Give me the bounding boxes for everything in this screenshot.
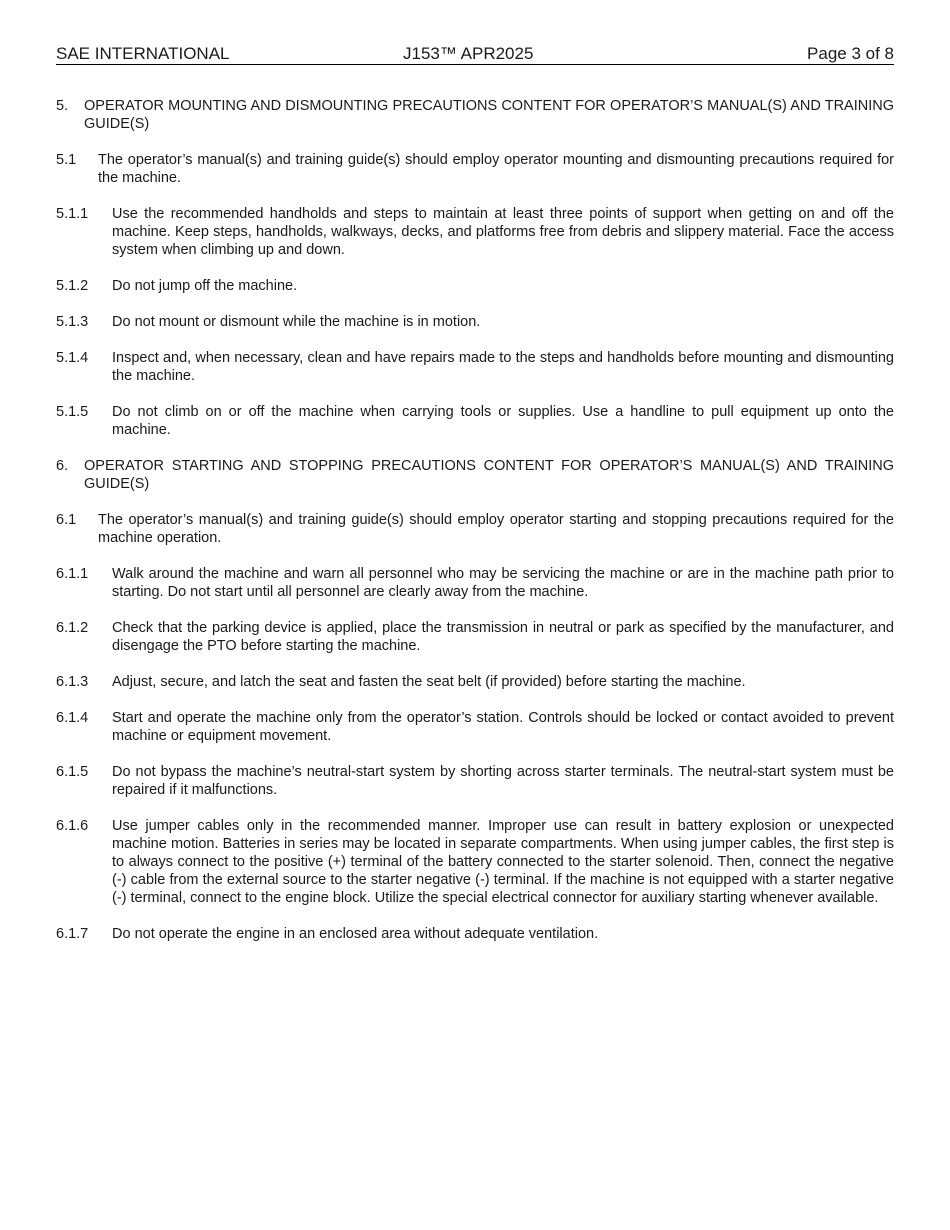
section-number: 6. [56, 458, 69, 474]
subclause-text: Inspect and, when necessary, clean and have repairs made to the steps and handholds before mounting and dismounting the machine. [112, 350, 894, 384]
subclause [56, 277, 894, 295]
subclause-text: Use jumper cables only in the recommended manner. Improper use can result in battery explosion or unexpected machine motion. Batteries in series may be located in separate compartments. When using jumper cables, the first step is to always connect to the positive (+) terminal of the battery connected to the starter solenoid. Then, connect the negative (-) cable from the external source to the starter negative (-) terminal. If the machine is not equipped with a starter negative (-) terminal, connect to the engine block. Utilize the special electrical connector for auxiliary starting whenever available. [112, 818, 894, 906]
subclause [56, 205, 894, 259]
section-title: OPERATOR MOUNTING AND DISMOUNTING PRECAUTIONS CONTENT FOR OPERATOR’S MANUAL(S) AND TRAINING GUIDE(S) [84, 98, 894, 132]
section-title: OPERATOR STARTING AND STOPPING PRECAUTIONS CONTENT FOR OPERATOR’S MANUAL(S) AND TRAINING GUIDE(S) [84, 458, 894, 492]
clause-text: The operator’s manual(s) and training guide(s) should employ operator mounting and dismounting precautions required for the machine. [98, 152, 894, 186]
subclause-text: Use the recommended handholds and steps to maintain at least three points of support when getting on and off the machine. Keep steps, handholds, walkways, decks, and platforms free from debris and slippery material. Face the access system when climbing up and down. [112, 206, 894, 258]
section-heading [56, 457, 894, 493]
subclause-number: 5.1.2 [56, 278, 89, 294]
clause [56, 511, 894, 547]
subclause [56, 925, 894, 943]
document-body [56, 97, 894, 961]
subclause-text: Start and operate the machine only from the operator’s station. Controls should be locked or contact avoided to prevent machine or equipment movement. [112, 710, 894, 744]
subclause-text: Do not climb on or off the machine when carrying tools or supplies. Use a handline to pull equipment up onto the machine. [112, 404, 894, 438]
subclause-number: 6.1.4 [56, 710, 89, 726]
subclause-number: 6.1.2 [56, 620, 89, 636]
subclause [56, 763, 894, 799]
subclause [56, 619, 894, 655]
subclause-text: Adjust, secure, and latch the seat and fasten the seat belt (if provided) before starting the machine. [112, 674, 746, 690]
section-number: 5. [56, 98, 69, 114]
subclause-number: 5.1.5 [56, 404, 89, 420]
subclause-number: 6.1.5 [56, 764, 89, 780]
subclause [56, 565, 894, 601]
subclause-number: 6.1.6 [56, 818, 89, 834]
subclause-number: 6.1.1 [56, 566, 89, 582]
section-heading [56, 97, 894, 133]
clause-text: The operator’s manual(s) and training guide(s) should employ operator starting and stopping precautions required for the machine operation. [98, 512, 894, 546]
header-page-number: Page 3 of 8 [807, 44, 894, 63]
subclause [56, 403, 894, 439]
subclause-number: 5.1.1 [56, 206, 89, 222]
subclause [56, 313, 894, 331]
header-organization: SAE INTERNATIONAL [56, 44, 230, 63]
subclause [56, 709, 894, 745]
subclause-text: Do not bypass the machine’s neutral-start system by shorting across starter terminals. The neutral-start system must be repaired if it malfunctions. [112, 764, 894, 798]
subclause-number: 6.1.7 [56, 926, 89, 942]
page-header [56, 44, 894, 65]
subclause-text: Do not jump off the machine. [112, 278, 298, 294]
header-document-id: J153™ APR2025 [403, 44, 534, 63]
clause [56, 151, 894, 187]
clause-number: 6.1 [56, 512, 77, 528]
subclause-text: Walk around the machine and warn all personnel who may be servicing the machine or are in the machine path prior to starting. Do not start until all personnel are clearly away from the machine. [112, 566, 894, 600]
subclause-number: 6.1.3 [56, 674, 89, 690]
subclause [56, 817, 894, 907]
subclause-number: 5.1.3 [56, 314, 89, 330]
subclause [56, 673, 894, 691]
clause-number: 5.1 [56, 152, 77, 168]
subclause-number: 5.1.4 [56, 350, 89, 366]
subclause-text: Do not mount or dismount while the machine is in motion. [112, 314, 481, 330]
subclause-text: Do not operate the engine in an enclosed area without adequate ventilation. [112, 926, 599, 942]
subclause [56, 349, 894, 385]
subclause-text: Check that the parking device is applied, place the transmission in neutral or park as specified by the manufacturer, and disengage the PTO before starting the machine. [112, 620, 894, 654]
